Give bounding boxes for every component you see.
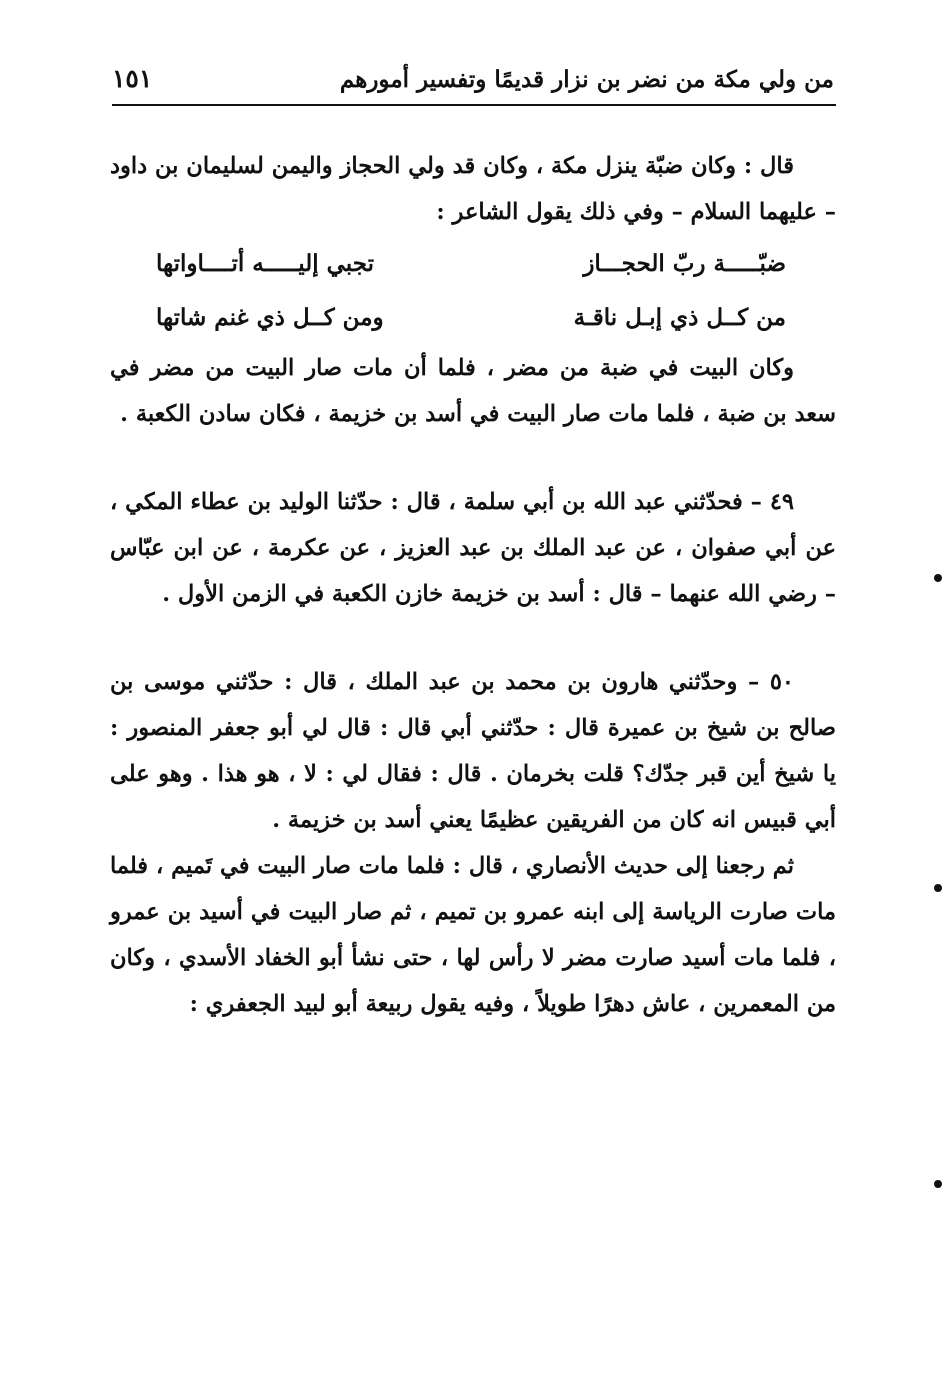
verse-1-hemistich-2: تجبي إليـــــه أتــــاواتها [156, 250, 374, 277]
header-title: من ولي مكة من نضر بن نزار قديمًا وتفسير أمورهم [339, 66, 834, 93]
paragraph-gap [110, 617, 836, 659]
verse-2-hemistich-1: من كــل ذي إبـل ناقـة [573, 304, 786, 331]
body-text [110, 143, 836, 1027]
paragraph-5: ثم رجعنا إلى حديث الأنصاري ، قال : فلما مات صار البيت في تَميم ، فلما مات صارت الرياسة إلى ابنه عمرو بن تميم ، ثم صار البيت في أسيد بن عمرو ، فلما مات أسيد صارت مضر لا رأس لها ، حتى نشأ أبو الخفاد الأسدي ، وكان من المعمرين ، عاش دهرًا طويلاً ، وفيه يقول ربيعة أبو لبيد الجعفري : [110, 853, 836, 1017]
margin-dot [934, 574, 942, 582]
paragraph-3: ٤٩ – فحدّثني عبد الله بن أبي سلمة ، قال : حدّثنا الوليد بن عطاء المكي ، عن أبي صفوان ، عن عبد الملك بن عبد العزيز ، عن عكرمة ، عن ابن عبّاس – رضي الله عنهما – قال : أسد بن خزيمة خازن الكعبة في الزمن الأول . [110, 489, 836, 607]
poem-verse [110, 237, 836, 345]
paragraph-1: قال : وكان ضبّة ينزل مكة ، وكان قد ولي الحجاز واليمن لسليمان بن داود – عليهما السلام – وفي ذلك يقول الشاعر : [110, 153, 836, 225]
verse-line-1 [110, 237, 836, 291]
paragraph-2: وكان البيت في ضبة من مضر ، فلما أن مات صار البيت من مضر في سعد بن ضبة ، فلما مات صار البيت في أسد بن خزيمة ، فكان سادن الكعبة . [110, 355, 836, 427]
verse-1-hemistich-1: ضبّـــــة ربّ الحجـــاز [583, 250, 786, 277]
paragraph-4: ٥٠ – وحدّثني هارون بن محمد بن عبد الملك ، قال : حدّثني موسى بن صالح بن شيخ بن عميرة قال : حدّثني أبي قال : قال لي أبو جعفر المنصور : يا شيخ أين قبر جدّك؟ قلت بخرمان . قال : فقال لي : لا ، هو هذا . وهو على أبي قبيس انه كان من الفريقين عظيمًا يعني أسد بن خزيمة . [110, 669, 836, 833]
margin-dot [934, 1180, 942, 1188]
running-header [112, 62, 834, 102]
verse-line-2 [110, 291, 836, 345]
paragraph-gap [110, 437, 836, 479]
verse-2-hemistich-2: ومن كــل ذي غنم شاتها [156, 304, 384, 331]
page-number: ١٥١ [112, 64, 153, 93]
margin-dot [934, 884, 942, 892]
header-rule [112, 104, 836, 106]
